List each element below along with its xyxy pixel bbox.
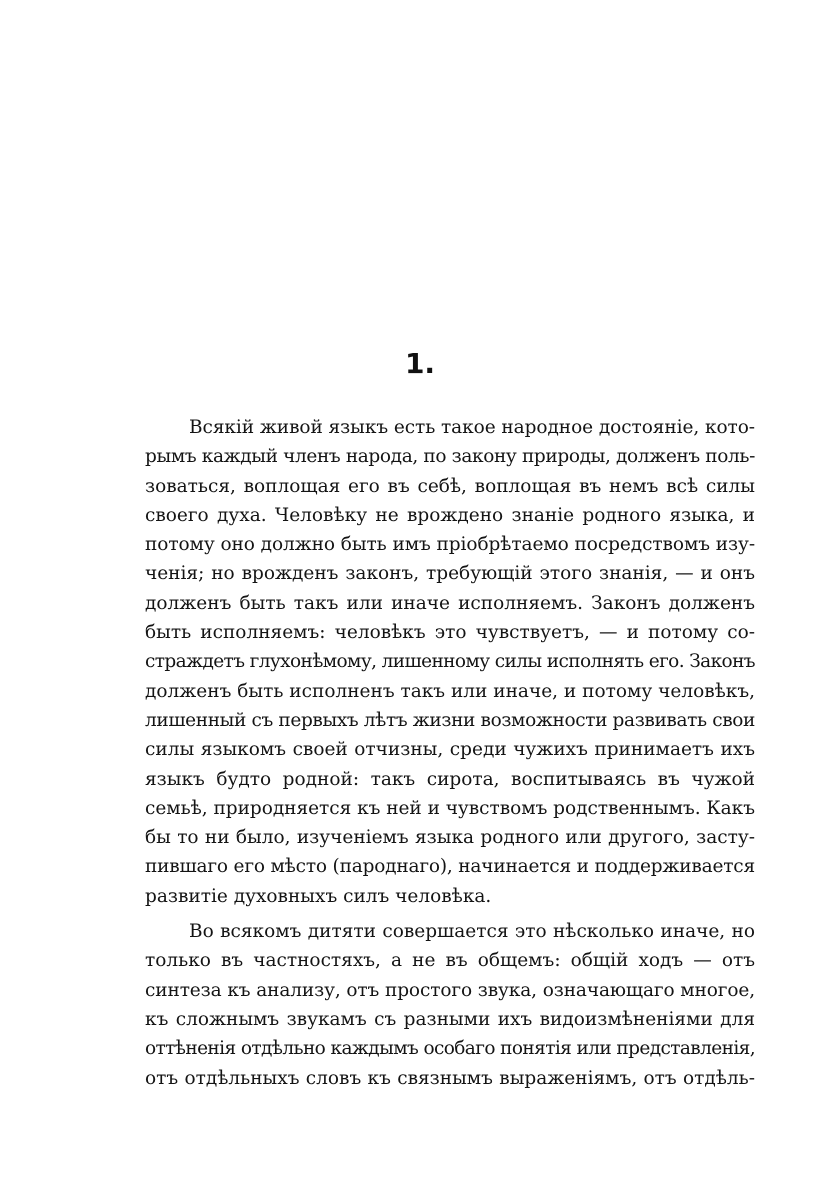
paragraph: [145, 413, 755, 911]
paragraph: [145, 917, 755, 1093]
text-line: Во всякомъ дитяти совершается это нѣсколько иначе, но: [189, 921, 755, 943]
text-line: страждетъ глухонѣмому, лишенному силы исполнять его. Законъ: [145, 651, 755, 673]
text-line: потому оно должно быть имъ пріобрѣтаемо посредствомъ изу-: [145, 534, 756, 556]
section-number: 1.: [404, 347, 436, 380]
text-line: бы то ни было, изученіемъ языка родного или другого, засту-: [145, 827, 755, 849]
text-line: пившаго его мѣсто (пароднаго), начинается и поддерживается: [145, 856, 755, 878]
text-line: зоваться, воплощая его въ себѣ, воплощая въ немъ всѣ силы: [145, 475, 755, 497]
text-line: семьѣ, природняется къ ней и чувствомъ родственнымъ. Какъ: [145, 797, 755, 819]
text-line: только въ частностяхъ, а не въ общемъ: общій ходъ — отъ: [145, 950, 755, 972]
page-body: [145, 413, 755, 1093]
text-line: своего духа. Человѣку не врождено знаніе родного языка, и: [145, 504, 755, 526]
text-line: ченія; но врожденъ законъ, требующій этого знанія, — и онъ: [145, 563, 755, 585]
text-line: долженъ быть исполненъ такъ или иначе, и потому человѣкъ,: [145, 680, 755, 702]
text-line: рымъ каждый членъ народа, по закону природы, долженъ поль-: [145, 446, 755, 468]
text-line: къ сложнымъ звукамъ съ разными ихъ видоизмѣненіями для: [145, 1008, 755, 1030]
text-line: оттѣненія отдѣльно каждымъ особаго понятія или представленія,: [145, 1038, 756, 1060]
text-line: лишенный съ первыхъ лѣтъ жизни возможности развивать свои: [145, 709, 755, 731]
text-line: быть исполняемъ: человѣкъ это чувствуетъ, — и потому со-: [145, 622, 755, 644]
text-line: развитіе духовныхъ силъ человѣка.: [145, 885, 492, 907]
text-line: отъ отдѣльныхъ словъ къ связнымъ выраженіямъ, отъ отдѣль-: [145, 1067, 755, 1089]
text-line: синтеза къ анализу, отъ простого звука, означающаго многое,: [145, 979, 756, 1001]
text-line: языкъ будто родной: такъ сирота, воспитываясь въ чужой: [145, 768, 755, 790]
text-line: силы языкомъ своей отчизны, среди чужихъ принимаетъ ихъ: [145, 739, 755, 761]
text-line: Всякій живой языкъ есть такое народное достояніе, кото-: [189, 417, 755, 438]
text-line: долженъ быть такъ или иначе исполняемъ. Законъ долженъ: [145, 592, 755, 614]
